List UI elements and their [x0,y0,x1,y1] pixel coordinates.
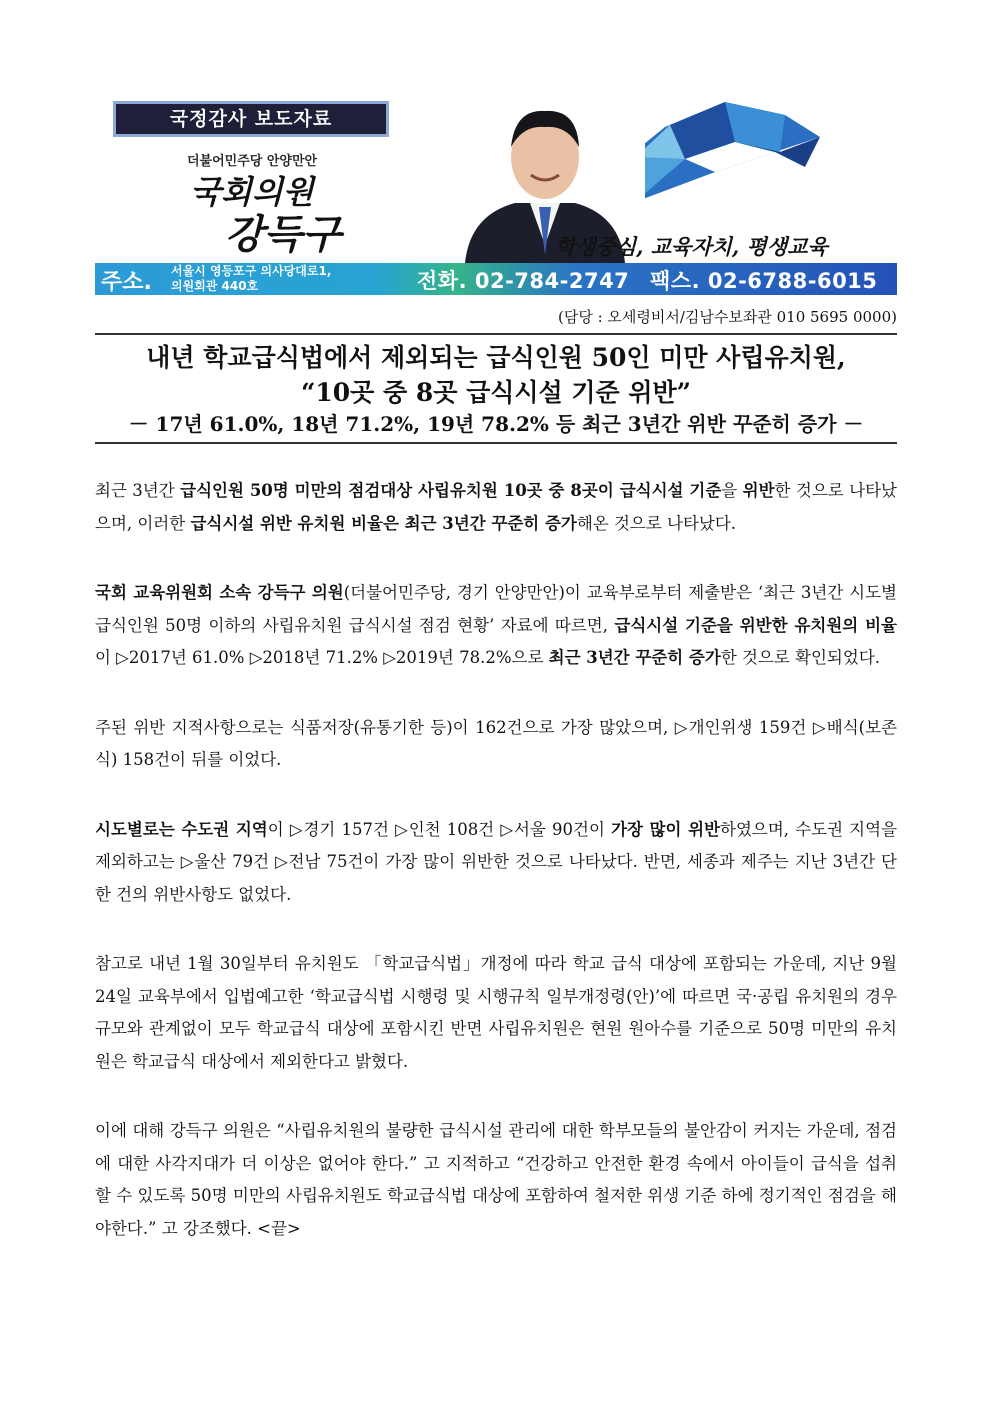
body-paragraph [95,1115,897,1245]
emphasis-text: 최근 3년간 꾸준히 증가 [548,648,721,667]
body-paragraph [95,814,897,912]
paragraph-text: 하였으며, 수도권 지역을 제외하고는 ▷울산 79건 ▷전남 75건이 가장 많이 위반한 것으로 나타났다. 반면, 세종과 제주는 지난 3년간 단 한 건의 위반사항도 없었다. [95,819,898,904]
paragraph-text: 한 것으로 나타났으며, 이러한 [95,481,897,533]
emphasis-text: 가장 많이 위반 [611,819,721,839]
body-paragraph [95,712,897,777]
emphasis-text: 위반 [742,481,775,500]
paragraph-text: 이 ▷경기 157건 ▷인천 108건 ▷서울 90건이 [267,819,612,839]
paragraph-text: 이 ▷2017년 61.0% ▷2018년 71.2% ▷2019년 78.2%으로 [95,648,549,667]
body-paragraph [95,577,897,675]
paragraph-text: 주된 위반 지적사항으로는 식품저장(유통기한 등)이 162건으로 가장 많았으며, ▷개인위생 159건 ▷배식(보존식) 158건이 뒤를 이었다. [95,717,897,769]
contact-bar [95,263,897,295]
address-text [171,264,331,294]
press-release-banner [95,95,897,295]
phone-number: 전화. 02-784-2747 [417,269,630,293]
party-label: 더불어민주당 안양만안 [187,154,318,169]
fax-number: 팩스. 02-6788-6015 [650,269,878,293]
article-body [95,475,897,1282]
address-line2: 의원회관 440호 [171,279,259,293]
emphasis-text: 급식인원 50명 미만의 점검대상 사립유치원 10곳 중 8곳이 급식시설 기준 [180,481,722,500]
slogan-text: 학생중심, 교육자치, 평생교육 [555,234,828,259]
address-line1: 서울시 영등포구 의사당대로1, [171,264,332,278]
paragraph-text: 한 것으로 확인되었다. [720,648,880,667]
paragraph-text: 해온 것으로 나타났다. [576,513,737,533]
paragraph-text: (더불어민주당, 경기 안양만안)이 교육부로부터 제출받은 ‘최근 3년간 시도별 급식인원 50명 이하의 사립유치원 급식시설 점검 현황’ 자료에 따르면, [95,583,897,635]
body-paragraph [95,948,897,1078]
address-label: 주소. [101,270,152,295]
press-release-badge: 국정감사 보도자료 [113,101,389,137]
emphasis-text: 국회 교육위원회 소속 강득구 의원 [95,583,344,602]
paragraph-text: 을 [721,481,743,500]
headline-block [95,333,897,444]
staff-contact: (담당 : 오세령비서/김남수보좌관 010 5695 0000) [557,308,897,326]
paragraph-text: 이에 대해 강득구 의원은 “사립유치원의 불량한 급식시설 관리에 대한 학부모들의 불안감이 커지는 가운데, 점검에 대한 사각지대가 더 이상은 없어야 한다.” 고 지적하고 “건강하고 안전한 환경 속에서 아이들이 급식을 섭취할 수 있도록 50명 미만의 사립유치원도 학교급식법 대상에 포함하여 철저한 위생 기준 하에 정기적인 점검을 해야한다.” 고 강조했다. <끝> [95,1121,897,1238]
headline-line2: “10곳 중 8곳 급식시설 기준 위반” [300,378,692,407]
emphasis-text: 급식시설 위반 유치원 비율은 최근 3년간 꾸준히 증가 [190,513,577,533]
legislator-name: 강득구 [225,211,341,258]
subheadline: － 17년 61.0%, 18년 71.2%, 19년 78.2% 등 최근 3년간 위반 꾸준히 증가 － [128,412,864,436]
body-paragraph [95,475,897,540]
emphasis-text: 시도별로는 수도권 지역 [95,819,268,839]
emphasis-text: 급식시설 기준을 위반한 유치원의 비율 [614,615,897,635]
headline-line1: 내년 학교급식법에서 제외되는 급식인원 50인 미만 사립유치원, [146,343,846,372]
paragraph-text: 최근 3년간 [95,481,181,500]
role-label: 국회의원 [190,173,314,211]
paragraph-text: 참고로 내년 1월 30일부터 유치원도 「학교급식법」개정에 따라 학교 급식 대상에 포함되는 가운데, 지난 9월24일 교육부에서 입법예고한 ‘학교급식법 시행령 및 시행규칙 일부개정령(안)’에 따르면 국·공립 유치원의 경우 규모와 관계없이 모두 학교급식 대상에 포함시킨 반면 사립유치원은 현원 원아수를 기준으로 50명 미만의 유치원은 학교급식 대상에서 제외한다고 밝혔다. [95,954,897,1071]
